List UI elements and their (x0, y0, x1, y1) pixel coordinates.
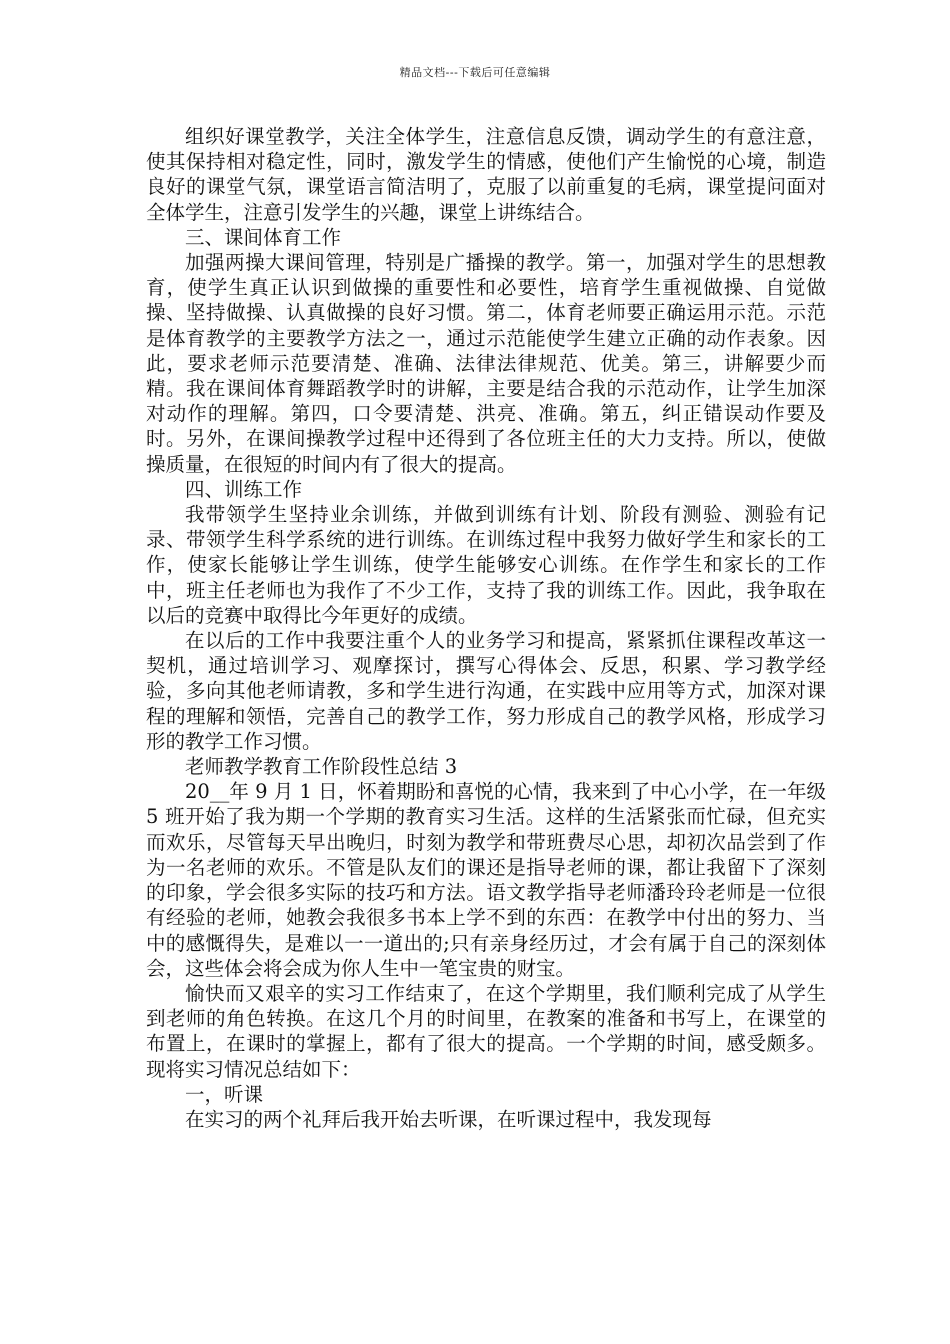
paragraph-classroom-teaching: 组织好课堂教学，关注全体学生，注意信息反馈，调动学生的有意注意，使其保持相对稳定性，同时，激发学生的情感，使他们产生愉悦的心境，制造良好的课堂气氛，课堂语言简洁明了，克服了以前重复的毛病，课堂提问面对全体学生，注意引发学生的兴趣，课堂上讲练结合。 (146, 125, 826, 224)
paragraph-internship-end: 愉快而又艰辛的实习工作结束了，在这个学期里，我们顺利完成了从学生到老师的角色转换。在这几个月的时间里，在教案的准备和书写上，在课堂的布置上，在课时的掌握上，都有了很大的提高。一个学期的时间，感受颇多。现将实习情况总结如下： (146, 981, 826, 1081)
section-heading-training: 四、训练工作 (185, 477, 303, 501)
section-heading-summary-3: 老师教学教育工作阶段性总结 3 (185, 755, 458, 779)
paragraph-recess-exercise: 加强两操大课间管理，特别是广播操的教学。第一，加强对学生的思想教育，使学生真正认识到做操的重要性和必要性，培育学生重视做操、自觉做操、坚持做操、认真做操的良好习惯。第二，体育老师要正确运用示范。示范是体育教学的主要教学方法之一，通过示范能使学生建立正确的动作表象。因此，要求老师示范要清楚、准确、法律法律规范、优美。第三，讲解要少而精。我在课间体育舞蹈教学时的讲解，主要是结合我的示范动作，让学生加深对动作的理解。第四，口令要清楚、洪亮、准确。第五，纠正错误动作要及时。另外，在课间操教学过程中还得到了各位班主任的大力支持。所以，使做操质量，在很短的时间内有了很大的提高。 (146, 251, 826, 476)
paragraph-future-work: 在以后的工作中我要注重个人的业务学习和提高，紧紧抓住课程改革这一契机，通过培训学习、观摩探讨，撰写心得体会、反思，积累、学习教学经验，多向其他老师请教，多和学生进行沟通，在实践中应用等方式，加深对课程的理解和领悟，完善自己的教学工作，努力形成自己的教学风格，形成学习形的教学工作习惯。 (146, 629, 826, 753)
paragraph-lesson-observation: 在实习的两个礼拜后我开始去听课，在听课过程中，我发现每 (185, 1107, 712, 1131)
document-body (146, 124, 826, 1132)
page-header: 精品文档---下载后可任意编辑 (399, 66, 551, 79)
paragraph-internship-start: 20__年 9 月 1 日，怀着期盼和喜悦的心情，我来到了中心小学，在一年级 5 班开始了我为期一个学期的教育实习生活。这样的生活紧张而忙碌，但充实而欢乐，尽管每天早出晚归，时刻为教学和带班费尽心思，却初次品尝到了作为一名老师的欢乐。不管是队友们的课还是指导老师的课，都让我留下了深刻的印象，学会很多实际的技巧和方法。语文教学指导老师潘玲玲老师是一位很有经验的老师，她教会我很多书本上学不到的东西：在教学中付出的努力、当中的感慨得失，是难以一一道出的;只有亲身经历过，才会有属于自己的深刻体会，这些体会将会成为你人生中一笔宝贵的财宝。 (146, 780, 826, 980)
paragraph-training-work: 我带领学生坚持业余训练，并做到训练有计划、阶段有测验、测验有记录、带领学生科学系统的进行训练。在训练过程中我努力做好学生和家长的工作，使家长能够让学生训练，使学生能够安心训练。在作学生和家长的工作中，班主任老师也为我作了不少工作，支持了我的训练工作。因此，我争取在以后的竞赛中取得比今年更好的成绩。 (146, 503, 826, 627)
section-heading-lesson-observation: 一，听课 (185, 1082, 264, 1106)
section-heading-recess-pe: 三、课间体育工作 (185, 225, 342, 249)
